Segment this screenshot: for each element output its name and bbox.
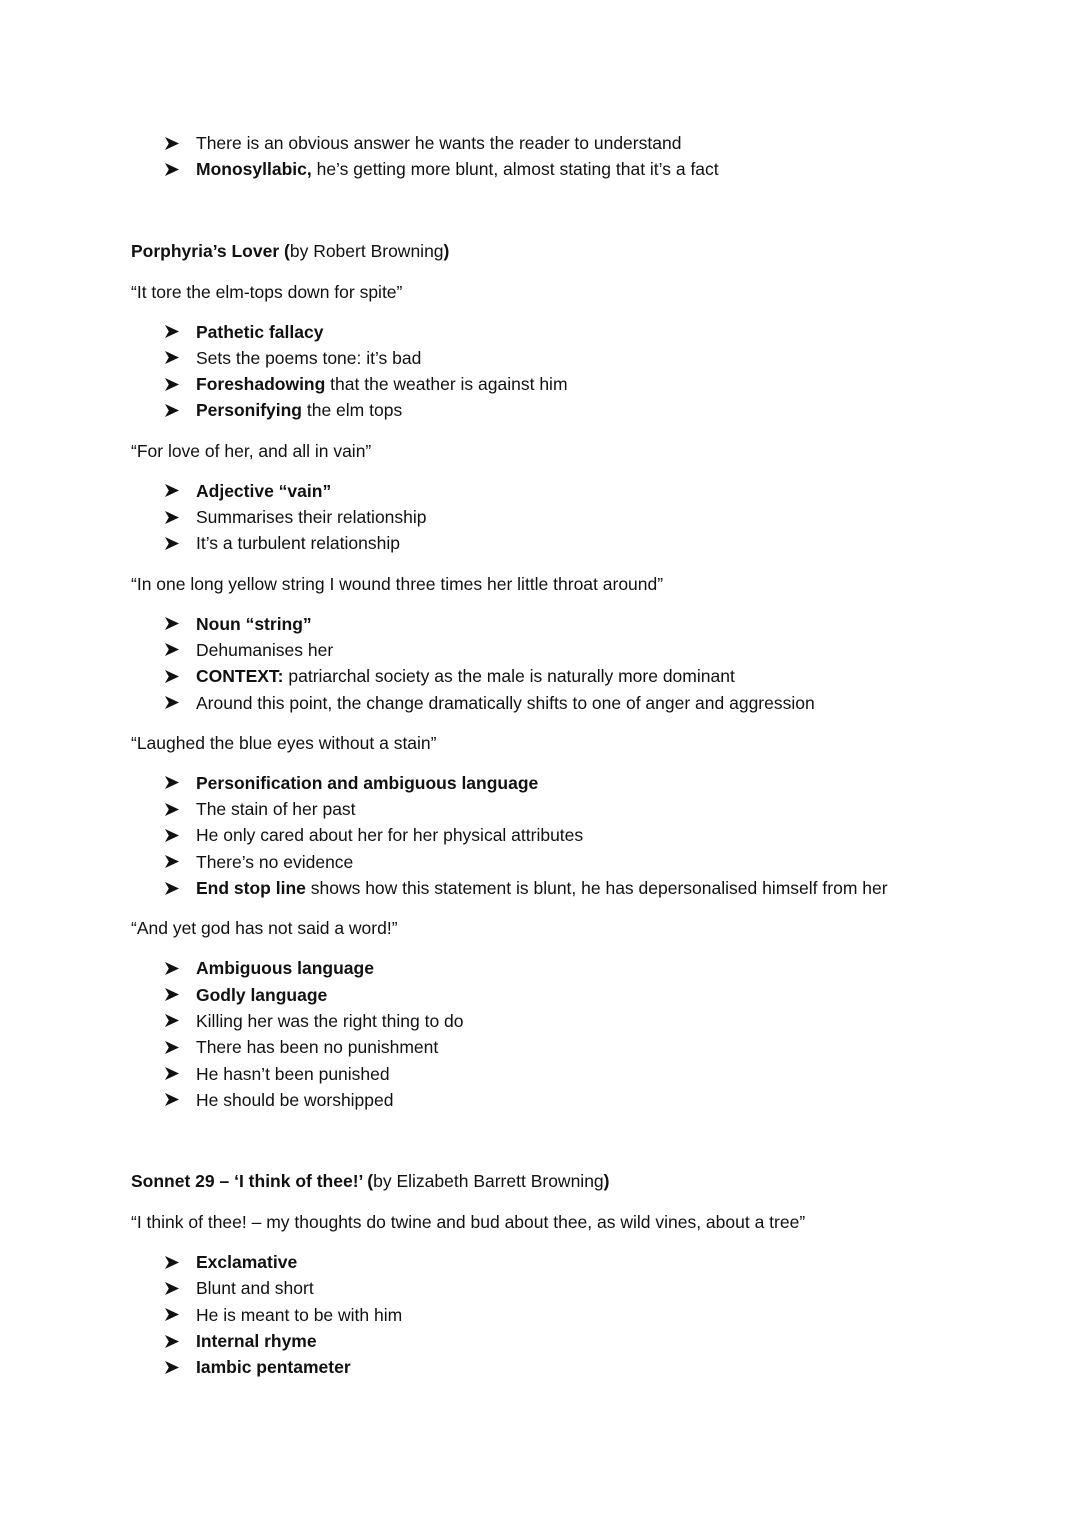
list-item: He should be worshipped	[165, 1087, 1031, 1113]
arrow-bullet-icon	[165, 822, 181, 848]
document-page	[131, 130, 1031, 1381]
list-item: Monosyllabic, he’s getting more blunt, almost stating that it’s a fact	[165, 156, 1031, 182]
quote: “For love of her, and all in vain”	[131, 440, 372, 461]
arrow-bullet-icon	[165, 371, 181, 397]
list-item: CONTEXT: patriarchal society as the male is naturally more dominant	[165, 663, 1031, 689]
arrow-bullet-icon	[165, 982, 181, 1008]
arrow-bullet-icon	[165, 955, 181, 981]
arrow-bullet-icon	[165, 690, 181, 716]
list-item: There’s no evidence	[165, 849, 1031, 875]
list-item: Personification and ambiguous language	[165, 770, 1031, 796]
arrow-bullet-icon	[165, 504, 181, 530]
arrow-bullet-icon	[165, 1354, 181, 1380]
list-item: Dehumanises her	[165, 637, 1031, 663]
list-item: Summarises their relationship	[165, 504, 1031, 530]
arrow-bullet-icon	[165, 1328, 181, 1354]
arrow-bullet-icon	[165, 530, 181, 556]
arrow-bullet-icon	[165, 397, 181, 423]
arrow-bullet-icon	[165, 796, 181, 822]
quote: “I think of thee! – my thoughts do twine and bud about thee, as wild vines, about a tree”	[131, 1212, 806, 1233]
arrow-bullet-icon	[165, 611, 181, 637]
analysis-bullet-list	[131, 1249, 1031, 1380]
arrow-bullet-icon	[165, 1249, 181, 1275]
arrow-bullet-icon	[165, 1061, 181, 1087]
quote: “In one long yellow string I wound three times her little throat around”	[131, 573, 664, 594]
list-item: Internal rhyme	[165, 1328, 1031, 1354]
list-item: Personifying the elm tops	[165, 397, 1031, 423]
list-item: Pathetic fallacy	[165, 319, 1031, 345]
analysis-bullet-list	[131, 955, 1031, 1113]
list-item: It’s a turbulent relationship	[165, 530, 1031, 556]
arrow-bullet-icon	[165, 1008, 181, 1034]
arrow-bullet-icon	[165, 1087, 181, 1113]
analysis-bullet-list	[131, 478, 1031, 557]
arrow-bullet-icon	[165, 849, 181, 875]
list-item: End stop line shows how this statement is blunt, he has depersonalised himself from her	[165, 875, 1031, 901]
arrow-bullet-icon	[165, 637, 181, 663]
arrow-bullet-icon	[165, 478, 181, 504]
list-item: Around this point, the change dramatically shifts to one of anger and aggression	[165, 690, 1031, 716]
quote: “And yet god has not said a word!”	[131, 918, 398, 939]
quote: “It tore the elm-tops down for spite”	[131, 281, 403, 302]
list-item: Iambic pentameter	[165, 1354, 1031, 1380]
list-item: There is an obvious answer he wants the reader to understand	[165, 130, 1031, 156]
intro-bullet-list	[131, 130, 1031, 183]
list-item: There has been no punishment	[165, 1034, 1031, 1060]
list-item: Adjective “vain”	[165, 478, 1031, 504]
quote: “Laughed the blue eyes without a stain”	[131, 732, 437, 753]
list-item: Foreshadowing that the weather is against him	[165, 371, 1031, 397]
list-item: Killing her was the right thing to do	[165, 1008, 1031, 1034]
list-item: Noun “string”	[165, 611, 1031, 637]
list-item: Blunt and short	[165, 1275, 1031, 1301]
section-heading-porphyria: Porphyria’s Lover (by Robert Browning)	[131, 240, 450, 261]
list-item: He only cared about her for her physical attributes	[165, 822, 1031, 848]
arrow-bullet-icon	[165, 345, 181, 371]
arrow-bullet-icon	[165, 1275, 181, 1301]
list-item: Exclamative	[165, 1249, 1031, 1275]
analysis-bullet-list	[131, 770, 1031, 901]
list-item: Godly language	[165, 982, 1031, 1008]
section-heading-sonnet: Sonnet 29 – ‘I think of thee!’ (by Elizabeth Barrett Browning)	[131, 1171, 610, 1192]
list-item: Sets the poems tone: it’s bad	[165, 345, 1031, 371]
analysis-bullet-list	[131, 319, 1031, 424]
arrow-bullet-icon	[165, 663, 181, 689]
arrow-bullet-icon	[165, 319, 181, 345]
list-item: He hasn’t been punished	[165, 1061, 1031, 1087]
arrow-bullet-icon	[165, 770, 181, 796]
arrow-bullet-icon	[165, 130, 181, 156]
list-item: He is meant to be with him	[165, 1302, 1031, 1328]
list-item: The stain of her past	[165, 796, 1031, 822]
arrow-bullet-icon	[165, 875, 181, 901]
arrow-bullet-icon	[165, 1034, 181, 1060]
arrow-bullet-icon	[165, 156, 181, 182]
list-item: Ambiguous language	[165, 955, 1031, 981]
analysis-bullet-list	[131, 611, 1031, 716]
arrow-bullet-icon	[165, 1302, 181, 1328]
